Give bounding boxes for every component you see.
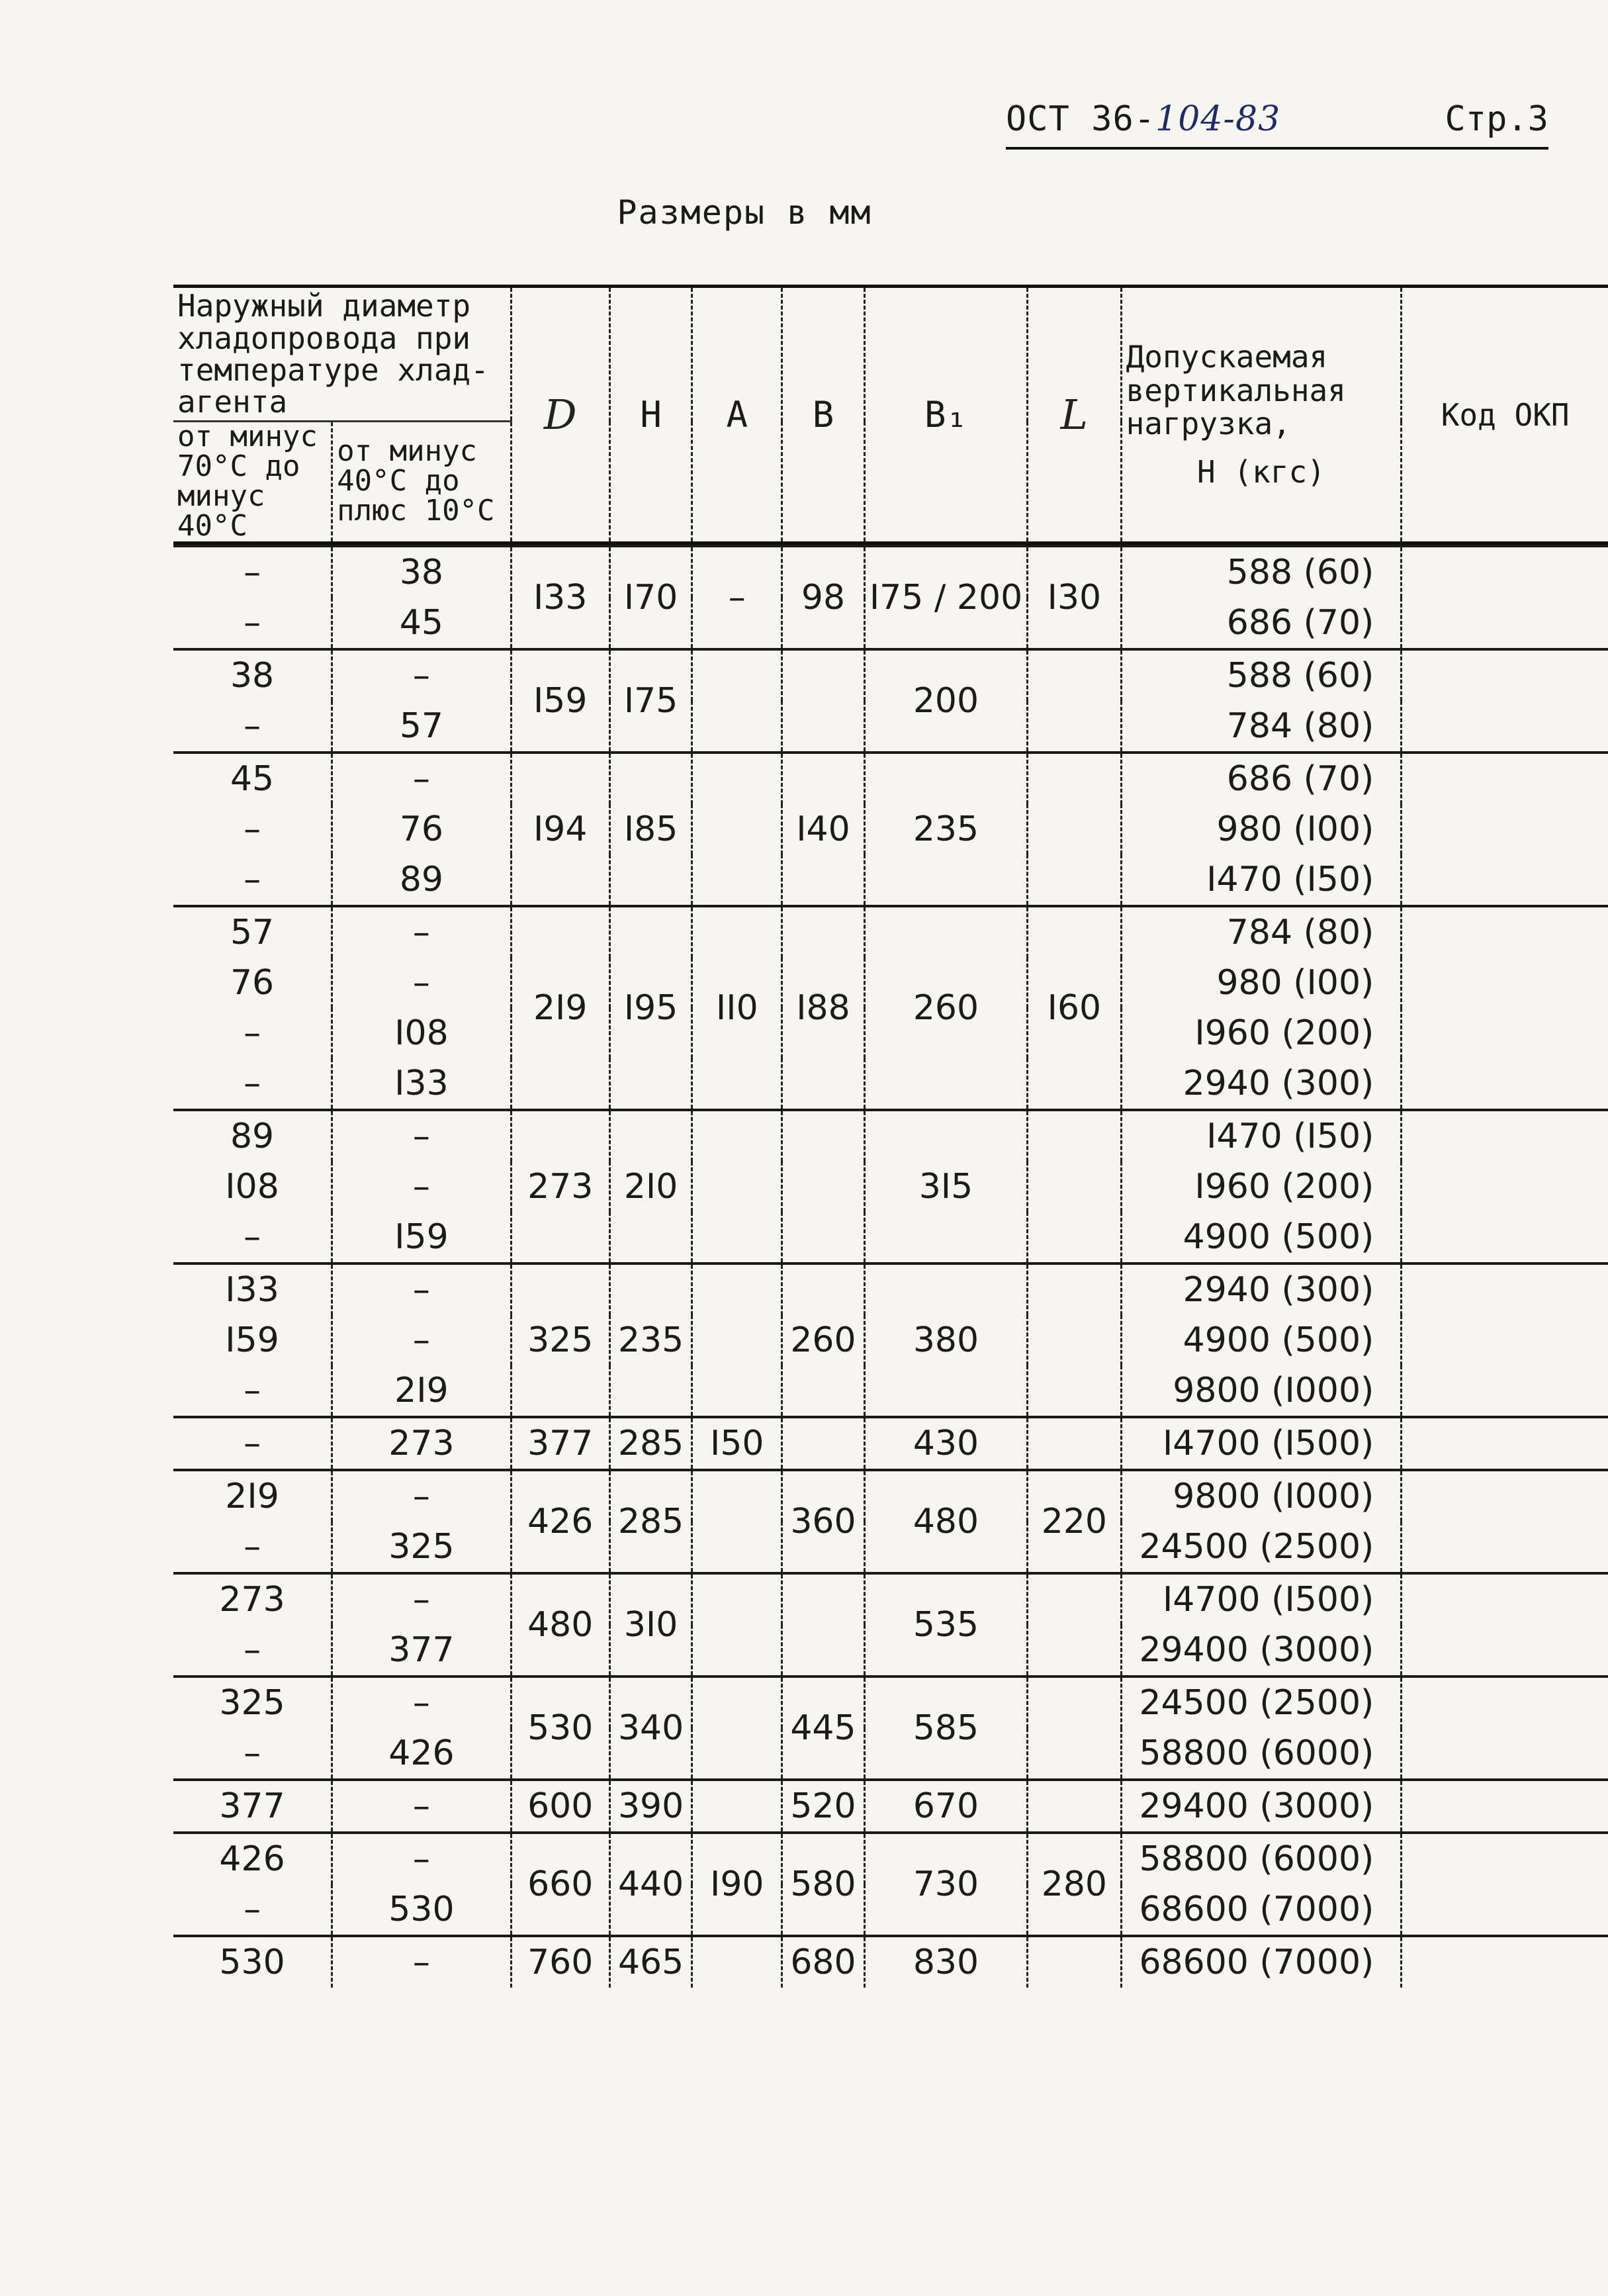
cell-a bbox=[692, 1110, 782, 1263]
cell-temp-high: – bbox=[332, 1780, 512, 1833]
cell-temp-high: – bbox=[332, 1833, 512, 1884]
cell-temp-low: – bbox=[244, 1526, 261, 1567]
cell-b1: 3I5 bbox=[864, 1110, 1027, 1263]
cell-okp bbox=[1402, 1110, 1608, 1263]
cell-b: 445 bbox=[782, 1676, 865, 1780]
cell-temp-high: – bbox=[332, 1315, 512, 1365]
table-row bbox=[173, 1417, 1608, 1470]
cell-b: 360 bbox=[782, 1470, 865, 1573]
table-row bbox=[173, 1936, 1608, 1988]
cell-b1: 200 bbox=[864, 649, 1027, 753]
header-L-text: L bbox=[1060, 390, 1088, 439]
cell-temp-low: 89 bbox=[173, 1110, 332, 1162]
cell-temp-high: I08 bbox=[332, 1008, 512, 1058]
cell-temp-low: 273 bbox=[173, 1573, 332, 1625]
cell-okp bbox=[1402, 1573, 1608, 1676]
cell-temp-low: 76 bbox=[230, 962, 275, 1003]
cell-temp-low: I33 bbox=[173, 1263, 332, 1315]
table-row bbox=[173, 1780, 1608, 1833]
cell-b bbox=[782, 1573, 865, 1676]
cell-temp-high: – bbox=[332, 1263, 512, 1315]
cell-temp-high: 57 bbox=[332, 701, 512, 753]
cell-h: I75 bbox=[609, 649, 692, 753]
cell-d: 2I9 bbox=[511, 906, 609, 1110]
header-D-text: D bbox=[543, 390, 577, 439]
cell-l bbox=[1028, 649, 1121, 753]
cell-load: 784 (80) bbox=[1121, 701, 1402, 753]
cell-temp-low: – bbox=[244, 706, 261, 746]
cell-d: 480 bbox=[511, 1573, 609, 1676]
cell-load: 4900 (500) bbox=[1121, 1315, 1402, 1365]
header-load-unit: Н (кгс) bbox=[1197, 453, 1325, 490]
cell-b1: 585 bbox=[864, 1676, 1027, 1780]
cell-temp-high: 89 bbox=[332, 854, 512, 906]
table-row bbox=[173, 546, 1608, 598]
cell-l bbox=[1028, 753, 1121, 906]
cell-temp-high: – bbox=[332, 1110, 512, 1162]
header-B1-text: B₁ bbox=[924, 393, 967, 436]
cell-h: 340 bbox=[609, 1676, 692, 1780]
cell-d: 760 bbox=[511, 1936, 609, 1988]
cell-b1: 380 bbox=[864, 1263, 1027, 1417]
cell-h: 2I0 bbox=[609, 1110, 692, 1263]
table-row bbox=[173, 649, 1608, 701]
cell-okp bbox=[1402, 1780, 1608, 1833]
cell-b: I40 bbox=[782, 753, 865, 906]
header-L bbox=[1028, 287, 1121, 543]
cell-load: 2940 (300) bbox=[1121, 1058, 1402, 1110]
cell-load: I4700 (I500) bbox=[1121, 1417, 1402, 1470]
cell-okp bbox=[1402, 649, 1608, 753]
cell-b bbox=[782, 1417, 865, 1470]
header-B1 bbox=[864, 287, 1027, 543]
cell-a bbox=[692, 1470, 782, 1573]
cell-temp-low: 38 bbox=[173, 649, 332, 701]
spec-table bbox=[173, 285, 1608, 1988]
cell-d: 273 bbox=[511, 1110, 609, 1263]
cell-load: 68600 (7000) bbox=[1121, 1936, 1402, 1988]
cell-b: 520 bbox=[782, 1780, 865, 1833]
header-temp-high-text: от минус 40°С до плюс 10°С bbox=[337, 434, 495, 528]
cell-okp bbox=[1402, 1676, 1608, 1780]
cell-a bbox=[692, 649, 782, 753]
cell-load: 980 (I00) bbox=[1121, 804, 1402, 854]
cell-a: II0 bbox=[692, 906, 782, 1110]
cell-temp-low: – bbox=[244, 1370, 261, 1410]
cell-d: I94 bbox=[511, 753, 609, 906]
cell-l: I30 bbox=[1028, 546, 1121, 649]
cell-temp-low: 530 bbox=[173, 1936, 332, 1988]
header-load bbox=[1121, 287, 1402, 543]
cell-load: 2940 (300) bbox=[1121, 1263, 1402, 1315]
cell-temp-high: 76 bbox=[332, 804, 512, 854]
cell-temp-low: – bbox=[244, 1013, 261, 1053]
cell-temp-high: I59 bbox=[332, 1212, 512, 1263]
header-A-text: A bbox=[726, 393, 748, 436]
cell-l bbox=[1028, 1676, 1121, 1780]
header-outer-diameter-text: Наружный диаметр хладопровода при температуре хлад-агента bbox=[177, 288, 489, 420]
cell-d: 660 bbox=[511, 1833, 609, 1936]
cell-temp-low: 2I9 bbox=[173, 1470, 332, 1522]
cell-d: 377 bbox=[511, 1417, 609, 1470]
cell-temp-low: – bbox=[244, 1630, 261, 1670]
cell-d: I59 bbox=[511, 649, 609, 753]
cell-load: 58800 (6000) bbox=[1121, 1833, 1402, 1884]
cell-b1: 260 bbox=[864, 906, 1027, 1110]
cell-l: 280 bbox=[1028, 1833, 1121, 1936]
cell-temp-high: 38 bbox=[332, 546, 512, 598]
table-body bbox=[173, 546, 1608, 1988]
cell-load: I960 (200) bbox=[1121, 1162, 1402, 1212]
cell-b1: 830 bbox=[864, 1936, 1027, 1988]
cell-l bbox=[1028, 1780, 1121, 1833]
cell-temp-low: – bbox=[244, 1733, 261, 1773]
table-row bbox=[173, 1573, 1608, 1625]
cell-d: 426 bbox=[511, 1470, 609, 1573]
table-row bbox=[173, 1470, 1608, 1522]
cell-load: 68600 (7000) bbox=[1121, 1884, 1402, 1936]
cell-temp-high: 325 bbox=[332, 1522, 512, 1573]
header-D bbox=[511, 287, 609, 543]
cell-b1: 430 bbox=[864, 1417, 1027, 1470]
cell-l: I60 bbox=[1028, 906, 1121, 1110]
cell-temp-high: 426 bbox=[332, 1728, 512, 1780]
cell-okp bbox=[1402, 1936, 1608, 1988]
cell-a bbox=[692, 1263, 782, 1417]
cell-load: 24500 (2500) bbox=[1121, 1676, 1402, 1728]
cell-a: – bbox=[692, 546, 782, 649]
cell-d: I33 bbox=[511, 546, 609, 649]
cell-temp-low: 377 bbox=[173, 1780, 332, 1833]
cell-b1: 235 bbox=[864, 753, 1027, 906]
cell-temp-high: – bbox=[332, 906, 512, 958]
cell-load: I4700 (I500) bbox=[1121, 1573, 1402, 1625]
cell-temp-low: – bbox=[173, 1417, 332, 1470]
cell-a bbox=[692, 753, 782, 906]
cell-temp-low: – bbox=[173, 546, 332, 598]
table-row bbox=[173, 906, 1608, 958]
cell-b: I88 bbox=[782, 906, 865, 1110]
header-rule bbox=[1006, 147, 1548, 150]
table-row bbox=[173, 1263, 1608, 1315]
spec-table-wrap bbox=[173, 285, 1608, 1988]
header-okp-text: Код ОКП bbox=[1441, 397, 1570, 434]
cell-temp-low: – bbox=[244, 1889, 261, 1929]
cell-h: 285 bbox=[609, 1417, 692, 1470]
table-row bbox=[173, 1110, 1608, 1162]
cell-temp-low: – bbox=[244, 859, 261, 899]
cell-temp-low: 426 bbox=[173, 1833, 332, 1884]
cell-temp-high: – bbox=[332, 1676, 512, 1728]
header-B-text: B bbox=[812, 393, 834, 436]
cell-l bbox=[1028, 1417, 1121, 1470]
page-header bbox=[1006, 99, 1548, 152]
cell-h: 465 bbox=[609, 1936, 692, 1988]
cell-temp-low: 57 bbox=[173, 906, 332, 958]
cell-load: 784 (80) bbox=[1121, 906, 1402, 958]
cell-okp bbox=[1402, 1417, 1608, 1470]
cell-temp-low: 325 bbox=[173, 1676, 332, 1728]
cell-d: 530 bbox=[511, 1676, 609, 1780]
cell-l: 220 bbox=[1028, 1470, 1121, 1573]
cell-b bbox=[782, 1110, 865, 1263]
cell-temp-low: – bbox=[244, 602, 261, 643]
cell-temp-high: – bbox=[332, 1936, 512, 1988]
cell-b: 260 bbox=[782, 1263, 865, 1417]
header-load-text: Допускаемая вертикальная нагрузка, bbox=[1126, 339, 1346, 442]
standard-number-handwritten: 104-83 bbox=[1155, 99, 1281, 139]
cell-load: 29400 (3000) bbox=[1121, 1780, 1402, 1833]
cell-b1: 730 bbox=[864, 1833, 1027, 1936]
cell-h: I85 bbox=[609, 753, 692, 906]
cell-temp-high: 530 bbox=[332, 1884, 512, 1936]
header-outer-diameter bbox=[173, 287, 511, 422]
cell-load: 588 (60) bbox=[1121, 649, 1402, 701]
cell-load: 58800 (6000) bbox=[1121, 1728, 1402, 1780]
cell-d: 325 bbox=[511, 1263, 609, 1417]
cell-temp-high: – bbox=[332, 958, 512, 1008]
cell-h: 440 bbox=[609, 1833, 692, 1936]
header-temp-low bbox=[173, 422, 332, 543]
cell-a bbox=[692, 1936, 782, 1988]
cell-a bbox=[692, 1780, 782, 1833]
header-H-text: H bbox=[640, 393, 662, 436]
dimensions-note bbox=[0, 193, 1608, 232]
cell-a: I90 bbox=[692, 1833, 782, 1936]
cell-h: 285 bbox=[609, 1470, 692, 1573]
cell-temp-low: I08 bbox=[225, 1166, 279, 1207]
cell-temp-low: – bbox=[244, 1063, 261, 1103]
cell-a: I50 bbox=[692, 1417, 782, 1470]
cell-temp-high: 377 bbox=[332, 1625, 512, 1676]
cell-temp-low: 45 bbox=[173, 753, 332, 804]
cell-load: 980 (I00) bbox=[1121, 958, 1402, 1008]
cell-temp-high: – bbox=[332, 753, 512, 804]
table-row bbox=[173, 753, 1608, 804]
header-B bbox=[782, 287, 865, 543]
cell-load: I960 (200) bbox=[1121, 1008, 1402, 1058]
cell-temp-high: I33 bbox=[332, 1058, 512, 1110]
cell-h: I70 bbox=[609, 546, 692, 649]
cell-h: 235 bbox=[609, 1263, 692, 1417]
cell-okp bbox=[1402, 753, 1608, 906]
cell-load: 29400 (3000) bbox=[1121, 1625, 1402, 1676]
page-number: Стр.3 bbox=[1445, 99, 1548, 139]
header-temp-high bbox=[332, 422, 512, 543]
cell-temp-high: 273 bbox=[332, 1417, 512, 1470]
cell-temp-low: – bbox=[244, 809, 261, 849]
cell-okp bbox=[1402, 546, 1608, 649]
header-A bbox=[692, 287, 782, 543]
table-row bbox=[173, 1676, 1608, 1728]
cell-b1: 535 bbox=[864, 1573, 1027, 1676]
cell-b: 580 bbox=[782, 1833, 865, 1936]
cell-okp bbox=[1402, 1833, 1608, 1936]
cell-b1: 670 bbox=[864, 1780, 1027, 1833]
cell-b: 680 bbox=[782, 1936, 865, 1988]
cell-okp bbox=[1402, 1470, 1608, 1573]
cell-l bbox=[1028, 1263, 1121, 1417]
cell-l bbox=[1028, 1110, 1121, 1263]
standard-code bbox=[1006, 99, 1280, 139]
header-H bbox=[609, 287, 692, 543]
cell-load: I470 (I50) bbox=[1121, 854, 1402, 906]
header-okp bbox=[1402, 287, 1608, 543]
header-temp-low-text: от минус 70°С до минус 40°С bbox=[177, 421, 318, 543]
cell-load: 588 (60) bbox=[1121, 546, 1402, 598]
cell-temp-low: I59 bbox=[225, 1320, 279, 1360]
cell-temp-high: – bbox=[332, 1162, 512, 1212]
cell-l bbox=[1028, 1573, 1121, 1676]
cell-b: 98 bbox=[782, 546, 865, 649]
cell-d: 600 bbox=[511, 1780, 609, 1833]
cell-temp-high: 2I9 bbox=[332, 1365, 512, 1417]
cell-okp bbox=[1402, 1263, 1608, 1417]
cell-b bbox=[782, 649, 865, 753]
cell-l bbox=[1028, 1936, 1121, 1988]
table-row bbox=[173, 1833, 1608, 1884]
cell-load: 4900 (500) bbox=[1121, 1212, 1402, 1263]
cell-temp-low: – bbox=[244, 1217, 261, 1257]
cell-temp-high: – bbox=[332, 1573, 512, 1625]
cell-a bbox=[692, 1676, 782, 1780]
cell-h: 3I0 bbox=[609, 1573, 692, 1676]
standard-prefix: ОСТ 36- bbox=[1006, 99, 1156, 139]
cell-load: 24500 (2500) bbox=[1121, 1522, 1402, 1573]
cell-h: 390 bbox=[609, 1780, 692, 1833]
cell-temp-high: – bbox=[332, 1470, 512, 1522]
cell-load: 686 (70) bbox=[1121, 753, 1402, 804]
dimensions-note-text: Размеры в мм bbox=[617, 193, 872, 232]
cell-temp-high: – bbox=[332, 649, 512, 701]
cell-b1: 480 bbox=[864, 1470, 1027, 1573]
cell-b1: I75 / 200 bbox=[864, 546, 1027, 649]
cell-load: 9800 (I000) bbox=[1121, 1365, 1402, 1417]
cell-temp-high: 45 bbox=[332, 598, 512, 649]
cell-h: I95 bbox=[609, 906, 692, 1110]
cell-okp bbox=[1402, 906, 1608, 1110]
cell-load: 686 (70) bbox=[1121, 598, 1402, 649]
cell-load: I470 (I50) bbox=[1121, 1110, 1402, 1162]
cell-a bbox=[692, 1573, 782, 1676]
cell-load: 9800 (I000) bbox=[1121, 1470, 1402, 1522]
